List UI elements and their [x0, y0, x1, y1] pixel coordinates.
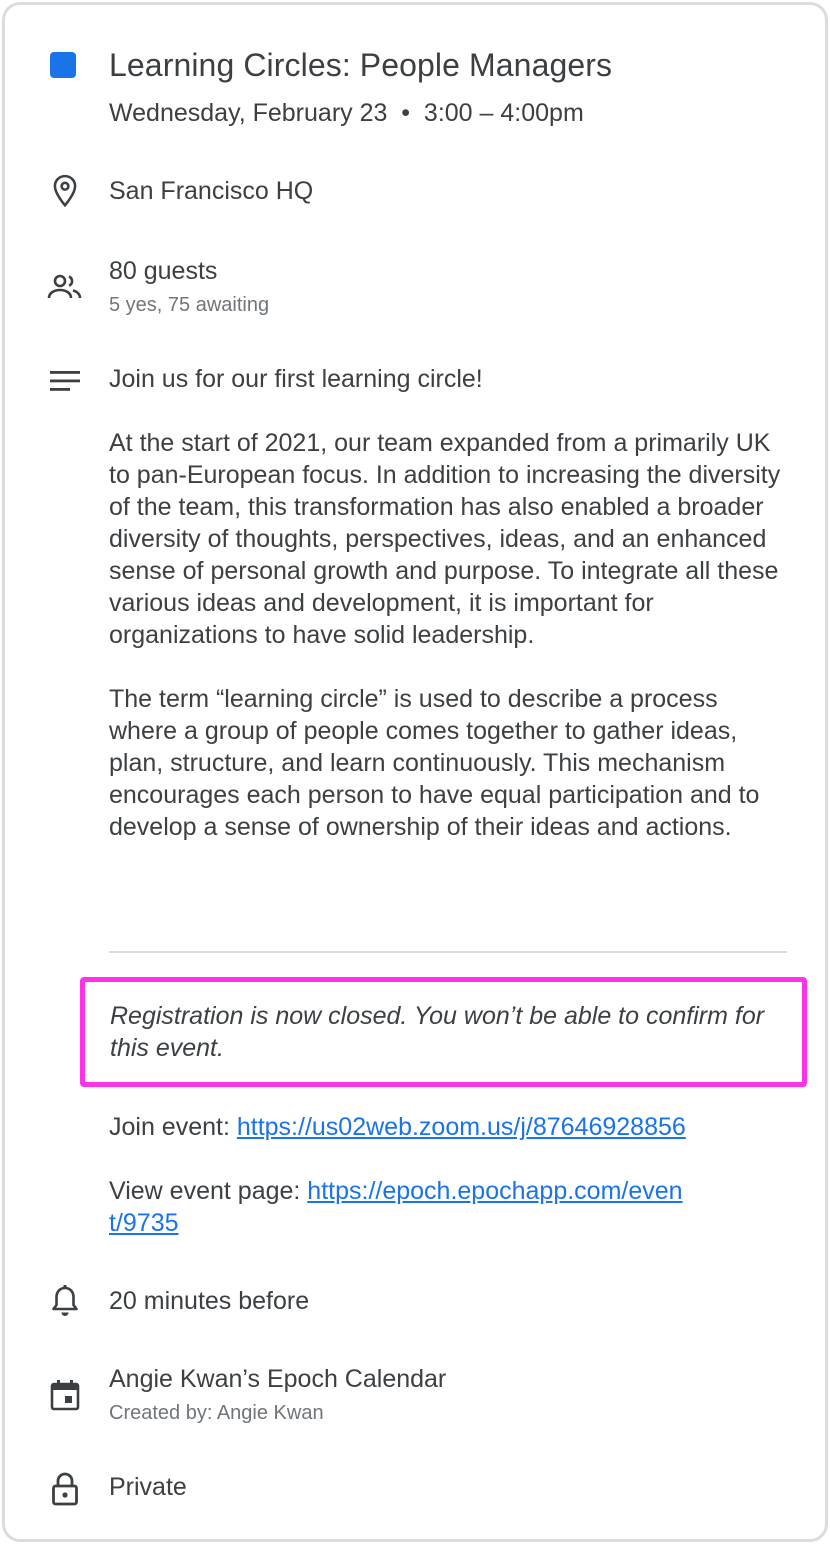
registration-closed-notice	[80, 977, 807, 1087]
guests-count[interactable]: 80 guests	[109, 257, 218, 285]
visibility-text: Private	[109, 1473, 187, 1501]
join-event-label: Join event:	[109, 1113, 237, 1141]
calendar-name: Angie Kwan’s Epoch Calendar	[109, 1365, 447, 1393]
description-paragraph-1: At the start of 2021, our team expanded from a primarily UK to pan-European focus. In addition to increasing the diversity of the team, this transformation has also enabled a broader diversity of thoughts, perspectives, ideas, and an enhanced sense of personal growth and purpose. To integrate all these various ideas and development, it is important for organizations to have solid leadership.	[109, 429, 781, 649]
join-event-link[interactable]: https://us02web.zoom.us/j/87646928856	[236, 1113, 686, 1141]
divider	[109, 951, 787, 953]
calendar-color-square-icon	[43, 45, 83, 85]
location-text: San Francisco HQ	[109, 177, 314, 205]
event-details-card	[2, 2, 828, 1542]
view-event-label: View event page:	[109, 1177, 308, 1205]
description-intro: Join us for our first learning circle!	[109, 365, 483, 393]
description-paragraph-2: The term “learning circle” is used to describe a process where a group of people comes together to gather ideas, plan, structure, and learn continuously. This mechanism encourages each person to have equal participation and to develop a sense of ownership of their ideas and actions.	[109, 685, 760, 841]
calendar-created-by: Created by: Angie Kwan	[109, 1402, 324, 1424]
calendar-icon	[45, 1375, 85, 1415]
view-event-link[interactable]: https://epoch.epochapp.com/event/9735	[109, 1177, 683, 1237]
event-title: Learning Circles: People Managers	[109, 47, 613, 83]
bell-icon	[45, 1281, 85, 1321]
location-pin-icon	[45, 171, 85, 211]
event-date-time: Wednesday, February 23 • 3:00 – 4:00pm	[109, 99, 584, 127]
description-lines-icon	[45, 361, 85, 401]
lock-icon	[45, 1469, 85, 1509]
people-icon	[45, 267, 85, 307]
registration-closed-text: Registration is now closed. You won’t be able to confirm for this event.	[110, 1002, 765, 1062]
reminder-text: 20 minutes before	[109, 1287, 310, 1315]
guests-summary: 5 yes, 75 awaiting	[109, 294, 270, 316]
